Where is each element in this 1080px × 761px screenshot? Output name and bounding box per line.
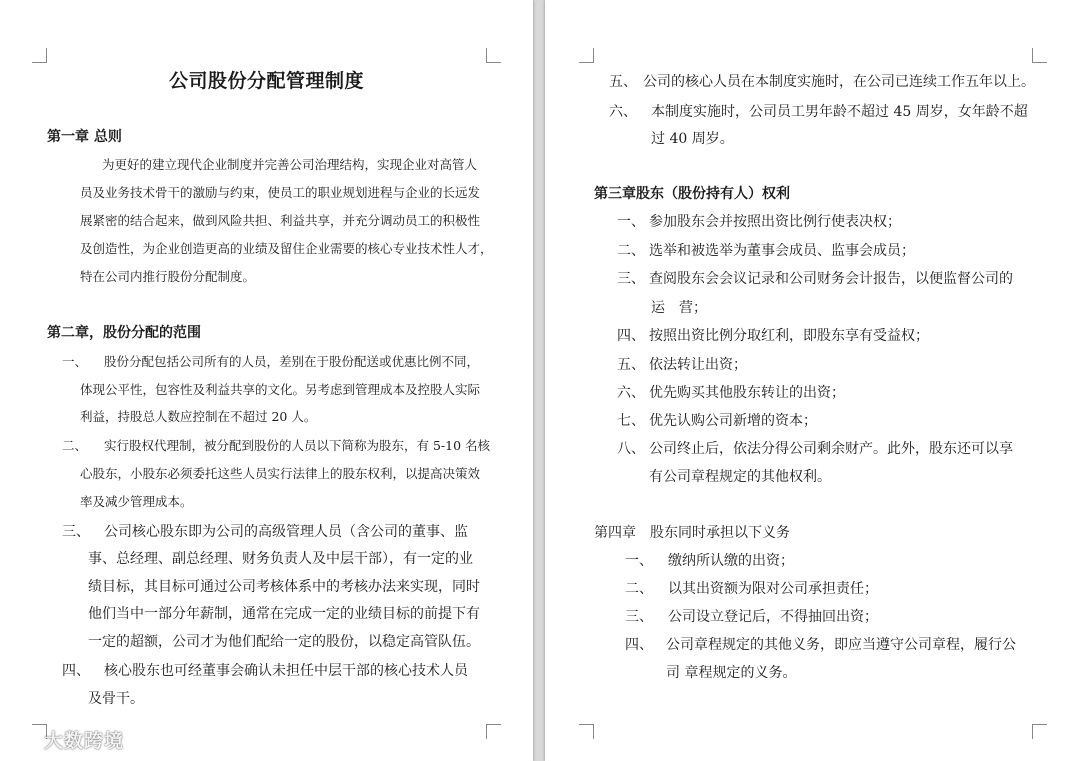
list-item-line: 事、总经理、副总经理、财务负责人及中层干部），有一定的业 [88, 551, 473, 567]
paragraph-line: 展紧密的结合起来，做到风险共担、利益共享，并充分调动员工的积极性 [80, 213, 481, 228]
list-item-line: 运 营； [651, 300, 707, 316]
list-item-line: 公司核心股东即为公司的高级管理人员（含公司的董事、监 [104, 524, 468, 540]
document-page-right [545, 0, 1080, 761]
list-number: 二、 [62, 438, 88, 453]
margin-corner-top-left [579, 48, 594, 63]
list-item-line: 司 章程规定的义务。 [666, 665, 797, 681]
list-item-line: 参加股东会并按照出资比例行使表决权； [649, 214, 901, 230]
list-number: 八、 [617, 441, 645, 457]
margin-corner-top-right [486, 48, 501, 63]
paragraph-line: 为更好的建立现代企业制度并完善公司治理结构，实现企业对高管人 [102, 157, 478, 172]
chapter-2-heading: 第二章，股份分配的范围 [47, 325, 201, 341]
list-item-line: 本制度实施时，公司员工男年龄不超过 45 周岁，女年龄不超 [651, 104, 1028, 120]
weibo-logo-icon [10, 726, 40, 752]
paragraph-line: 及创造性，为企业创造更高的业绩及留住企业需要的核心专业技术性人才， [80, 241, 493, 256]
list-item-line: 股份分配包括公司所有的人员，差别在于股份配送或优惠比例不同， [104, 354, 480, 369]
document-title: 公司股份分配管理制度 [168, 70, 364, 92]
margin-corner-top-right [1032, 48, 1047, 63]
list-item-line: 按照出资比例分取红利，即股东享有受益权； [649, 328, 929, 344]
list-item-line: 一定的超额，公司才为他们配给一定的股份，以稳定高管队伍。 [88, 634, 480, 650]
list-number: 二、 [625, 581, 653, 597]
list-item-line: 过 40 周岁。 [651, 131, 734, 147]
list-item-line: 率及减少管理成本。 [80, 494, 193, 509]
paragraph-line: 特在公司内推行股份分配制度。 [80, 269, 256, 284]
list-item-line: 实行股权代理制，被分配到股份的人员以下简称为股东，有 5-10 名核 [104, 438, 491, 453]
list-item-line: 公司的核心人员在本制度实施时，在公司已连续工作五年以上。 [643, 74, 1035, 90]
list-number: 三、 [617, 271, 645, 287]
list-number: 四、 [617, 328, 645, 344]
list-number: 六、 [617, 385, 645, 401]
document-page-left [0, 0, 533, 761]
margin-corner-bottom-left [579, 724, 594, 739]
list-item-line: 查阅股东会会议记录和公司财务会计报告，以便监督公司的 [649, 271, 1013, 287]
chapter-4-heading: 第四章 股东同时承担以下义务 [594, 525, 790, 541]
list-item-line: 优先认购公司新增的资本； [649, 413, 817, 429]
list-item-line: 优先购买其他股东转让的出资； [649, 385, 845, 401]
list-number: 一、 [62, 354, 88, 369]
list-number: 五、 [609, 74, 637, 90]
list-item-line: 及骨干。 [88, 691, 144, 707]
chapter-3-heading: 第三章股东（股份持有人）权利 [594, 186, 790, 202]
margin-corner-top-left [32, 48, 47, 63]
list-number: 二、 [617, 243, 645, 259]
list-number: 一、 [617, 214, 645, 230]
list-number: 一、 [625, 553, 653, 569]
list-item-line: 体现公平性，包容性及利益共享的文化。另考虑到管理成本及控股人实际 [80, 382, 481, 397]
list-item-line: 有公司章程规定的其他权利。 [649, 469, 831, 485]
list-item-line: 他们当中一部分年薪制，通常在完成一定的业绩目标的前提下有 [88, 606, 480, 622]
list-number: 六、 [609, 104, 637, 120]
watermark-text: 大数跨境 [44, 729, 125, 752]
list-item-line: 核心股东也可经董事会确认未担任中层干部的核心技术人员 [104, 663, 468, 679]
list-item-line: 心股东，小股东必须委托这些人员实行法律上的股东权利，以提高决策效 [80, 466, 481, 481]
paragraph-line: 员及业务技术骨干的激励与约束，使员工的职业规划进程与企业的长远发 [80, 185, 481, 200]
list-item-line: 以其出资额为限对公司承担责任； [668, 581, 878, 597]
list-item-line: 公司终止后，依法分得公司剩余财产。此外，股东还可以享 [649, 441, 1013, 457]
watermark [10, 722, 124, 756]
list-number: 四、 [62, 663, 90, 679]
list-item-line: 利益，持股总人数应控制在不超过 20 人。 [80, 409, 317, 424]
list-item-line: 选举和被选举为董事会成员、监事会成员； [649, 243, 915, 259]
list-item-line: 依法转让出资； [649, 357, 747, 373]
chapter-1-heading: 第一章 总则 [47, 129, 122, 145]
list-item-line: 公司设立登记后，不得抽回出资； [668, 609, 878, 625]
list-number: 三、 [625, 609, 653, 625]
list-number: 七、 [617, 413, 645, 429]
list-number: 五、 [617, 357, 645, 373]
margin-corner-bottom-right [1032, 724, 1047, 739]
list-item-line: 缴纳所认缴的出资； [668, 553, 794, 569]
list-item-line: 绩目标，其目标可通过公司考核体系中的考核办法来实现，同时 [88, 579, 480, 595]
list-item-line: 公司章程规定的其他义务，即应当遵守公司章程，履行公 [666, 637, 1016, 653]
margin-corner-bottom-right [486, 724, 501, 739]
list-number: 三、 [62, 524, 90, 540]
list-number: 四、 [625, 637, 653, 653]
